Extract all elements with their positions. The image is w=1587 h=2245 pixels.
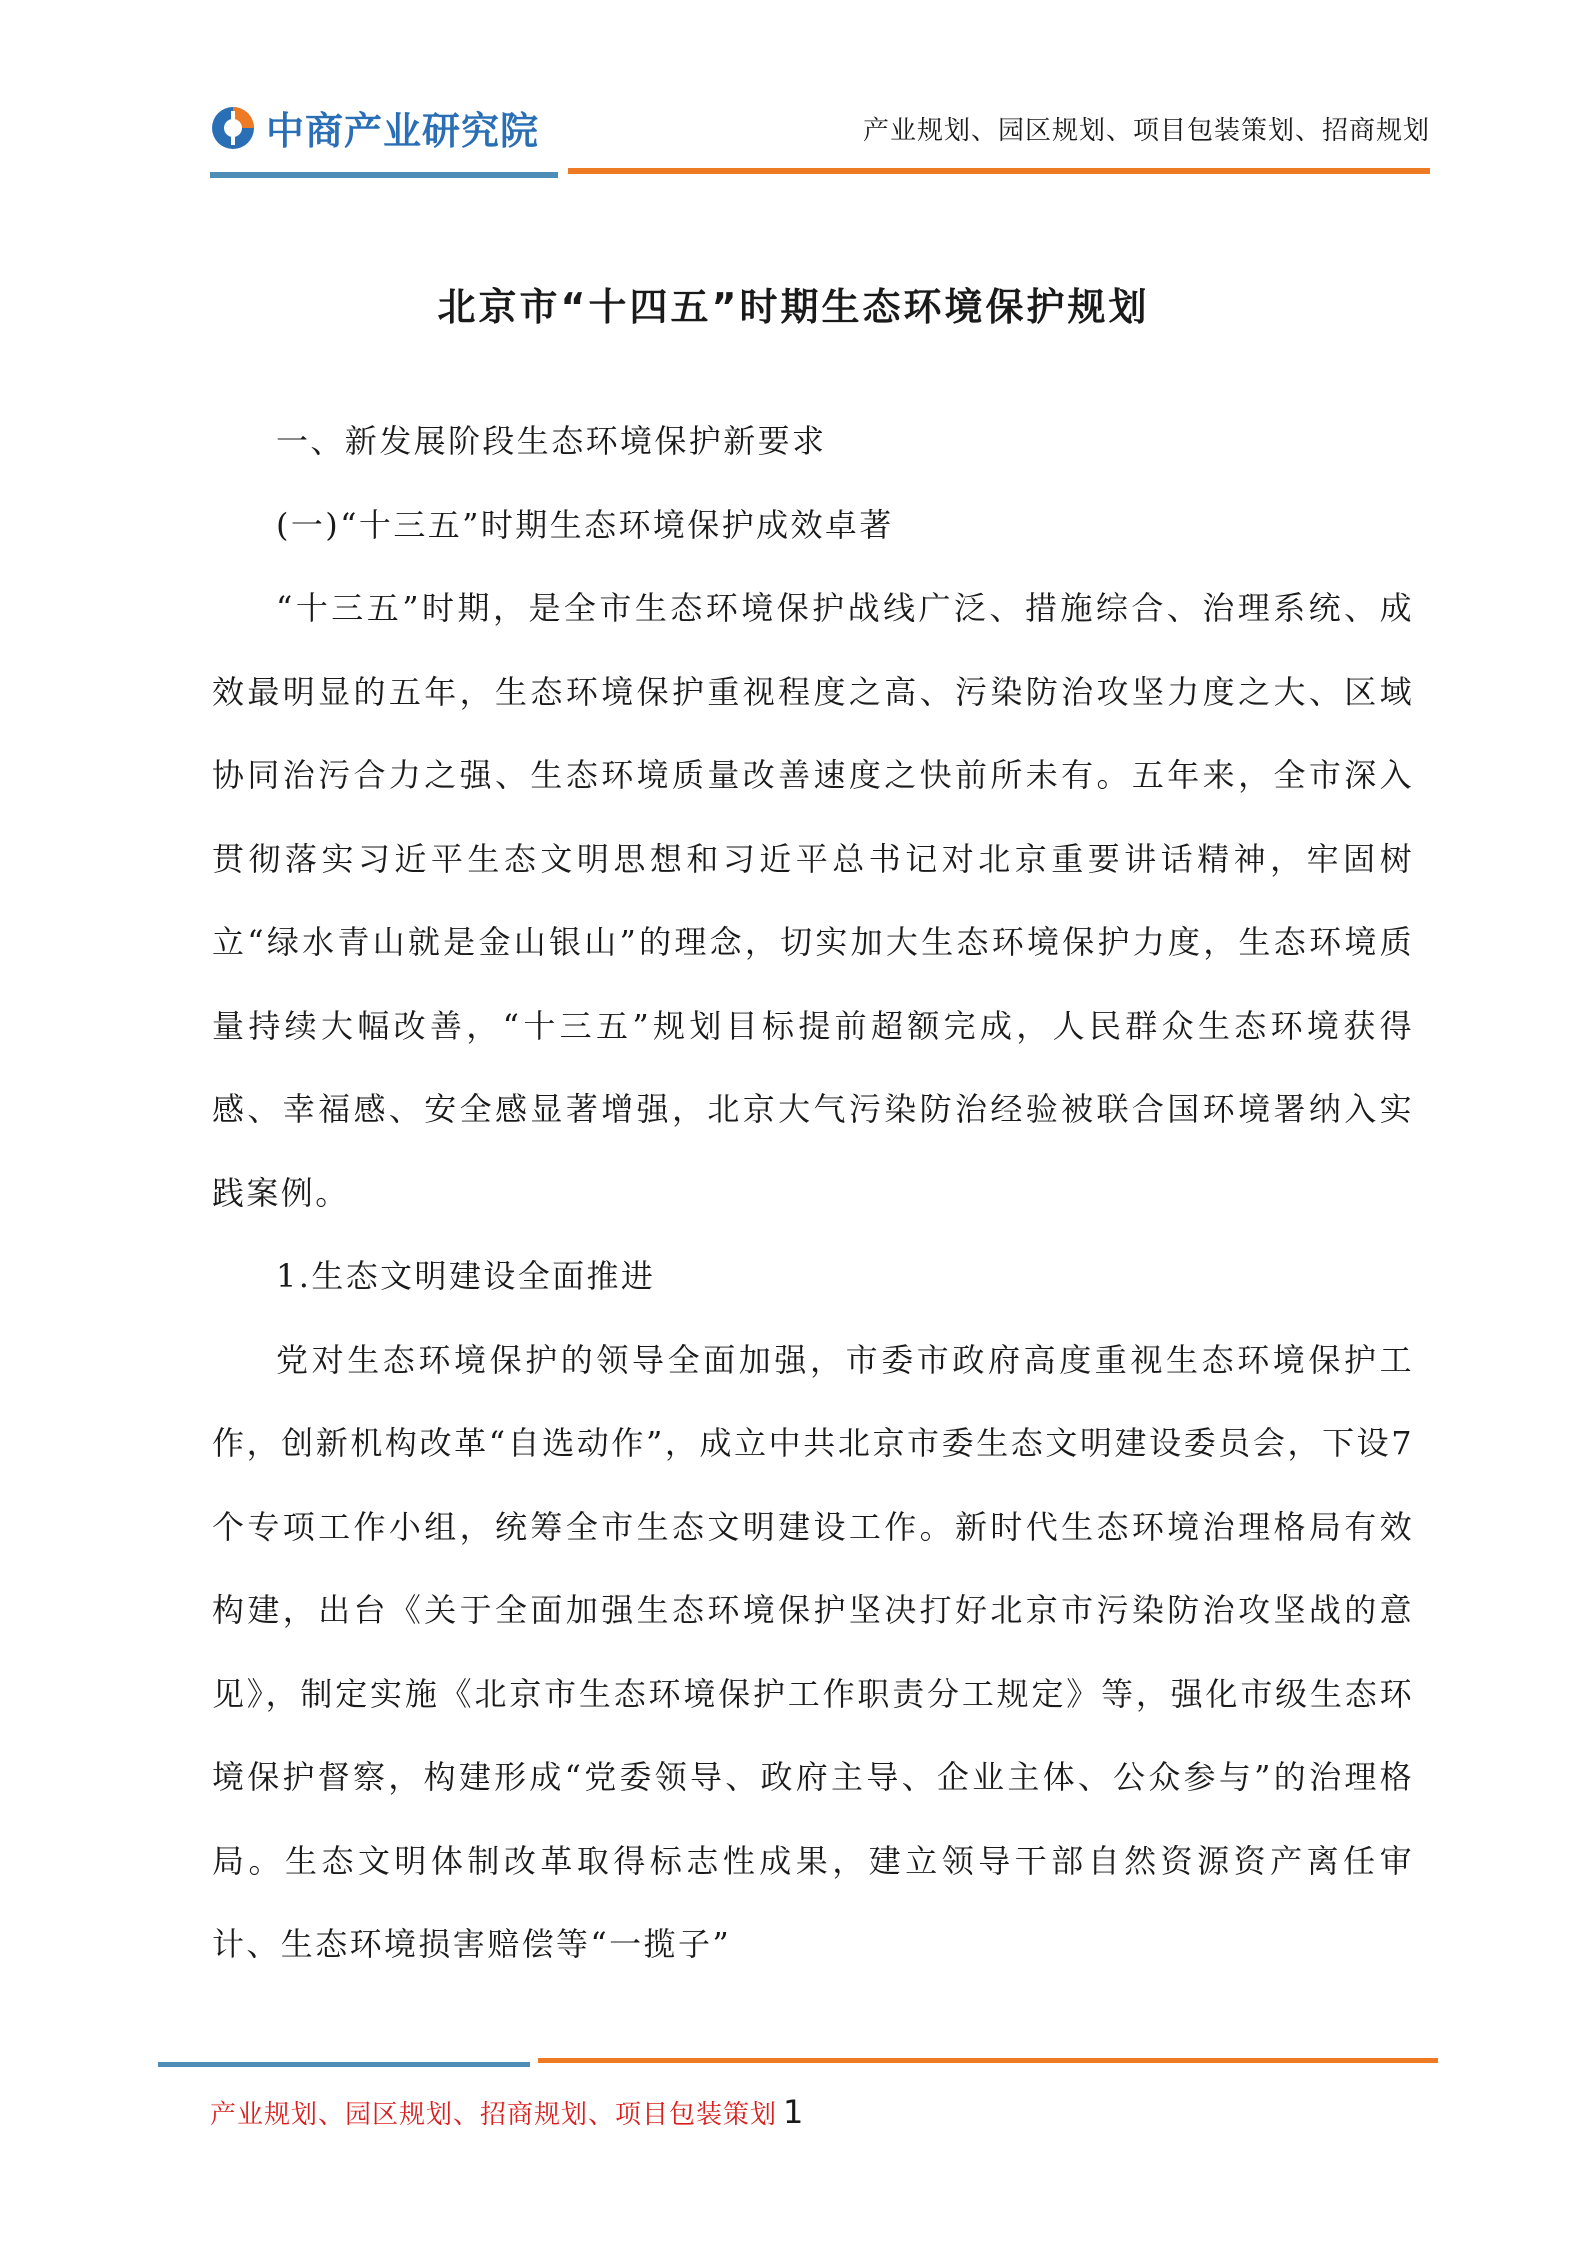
body-paragraph: 党对生态环境保护的领导全面加强，市委市政府高度重视生态环境保护工作，创新机构改革“自选动作”，成立中共北京市委生态文明建设委员会，下设7个专项工作小组，统筹全市生态文明建设工作。新时代生态环境治理格局有效构建，出台《关于全面加强生态环境保护坚决打好北京市污染防治攻坚战的意见》，制定实施《北京市生态环境保护工作职责分工规定》等，强化市级生态环境保护督察，构建形成“党委领导、政府主导、企业主体、公众参与”的治理格局。生态文明体制改革取得标志性成果，建立领导干部自然资源资产离任审计、生态环境损害赔偿等“一揽子” (212, 1340, 1414, 1963)
header-divider-orange (568, 168, 1430, 174)
logo-text: 中商产业研究院 (266, 109, 540, 153)
footer-slogan: 产业规划、园区规划、招商规划、项目包装策划 (210, 2100, 778, 2130)
footer-divider-blue (158, 2062, 530, 2067)
item-heading: 1.生态文明建设全面推进 (276, 1257, 656, 1295)
china-commerce-logo-icon (210, 105, 256, 151)
header-slogan: 产业规划、园区规划、项目包装策划、招商规划 (862, 116, 1430, 146)
logo (210, 100, 539, 155)
subsection-heading: (一)“十三五”时期生态环境保护成效卓著 (276, 505, 894, 544)
footer-divider-orange (538, 2058, 1438, 2063)
section-heading: 一、新发展阶段生态环境保护新要求 (276, 422, 827, 460)
page-header (210, 92, 1430, 182)
document-body (212, 400, 1414, 1987)
page-footer (210, 2093, 804, 2131)
document-title: 北京市“十四五”时期生态环境保护规划 (437, 285, 1150, 329)
header-divider-blue (210, 172, 558, 178)
body-paragraph: “十三五”时期，是全市生态环境保护战线广泛、措施综合、治理系统、成效最明显的五年，生态环境保护重视程度之高、污染防治攻坚力度之大、区域协同治污合力之强、生态环境质量改善速度之快前所未有。五年来，全市深入贯彻落实习近平生态文明思想和习近平总书记对北京重要讲话精神，牢固树立“绿水青山就是金山银山”的理念，切实加大生态环境保护力度，生态环境质量持续大幅改善，“十三五”规划目标提前超额完成，人民群众生态环境获得感、幸福感、安全感显著增强，北京大气污染防治经验被联合国环境署纳入实践案例。 (212, 589, 1414, 1212)
page-number: 1 (783, 2093, 805, 2131)
